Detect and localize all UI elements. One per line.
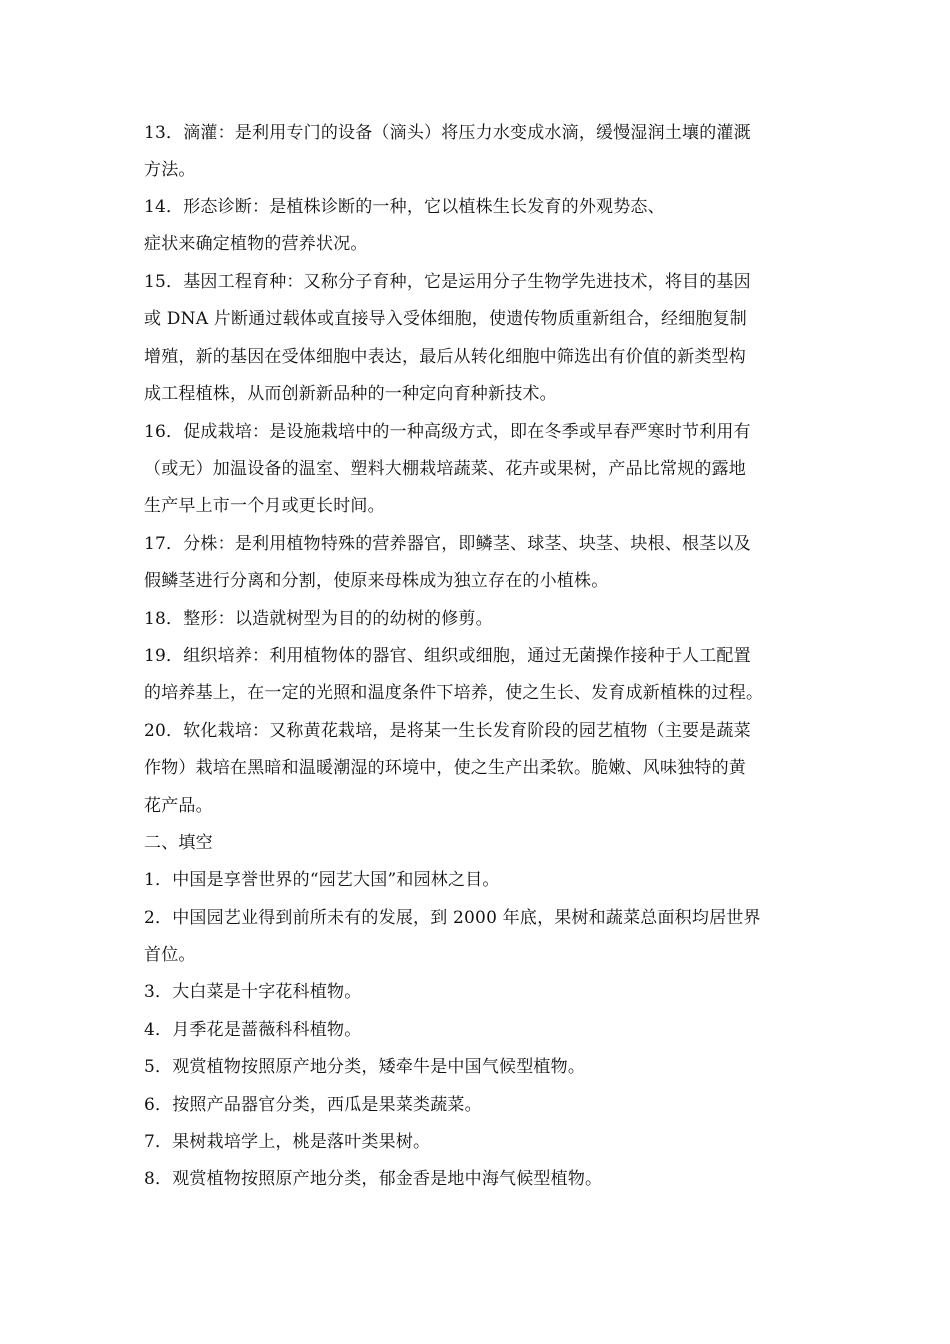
text-line: 1．中国是享誉世界的“园艺大国”和园林之目。	[144, 870, 500, 890]
text-line: 7．果树栽培学上，桃是落叶类果树。	[144, 1132, 431, 1152]
text-line: 8．观赏植物按照原产地分类，郁金香是地中海气候型植物。	[144, 1169, 603, 1189]
text-line: 17．分株：是利用植物特殊的营养器官，即鳞茎、球茎、块茎、块根、根茎以及	[144, 534, 751, 554]
text-line: （或无）加温设备的温室、塑料大棚栽培蔬菜、花卉或果树，产品比常规的露地	[144, 459, 746, 479]
text-line: 3．大白菜是十字花科植物。	[144, 982, 362, 1002]
text-line: 18．整形：以造就树型为目的的幼树的修剪。	[144, 609, 493, 629]
text-line: 方法。	[144, 160, 196, 180]
text-line: 2．中国园艺业得到前所未有的发展，到 2000 年底，果树和蔬菜总面积均居世界	[144, 908, 761, 928]
text-line: 13．滴灌：是利用专门的设备（滴头）将压力水变成水滴，缓慢湿润土壤的灌溉	[144, 123, 751, 143]
text-line: 20．软化栽培：又称黄花栽培，是将某一生长发育阶段的园艺植物（主要是蔬菜	[144, 721, 751, 741]
text-line: 4．月季花是蔷薇科科植物。	[144, 1020, 362, 1040]
text-line: 作物）栽培在黑暗和温暖潮湿的环境中，使之生产出柔软。脆嫩、风味独特的黄	[144, 758, 746, 778]
text-line: 症状来确定植物的营养状况。	[144, 234, 368, 254]
text-line: 的培养基上，在一定的光照和温度条件下培养，使之生长、发育成新植株的过程。	[144, 683, 764, 703]
text-line: 14．形态诊断：是植株诊断的一种，它以植株生长发育的外观势态、	[144, 197, 665, 217]
text-line: 或 DNA 片断通过载体或直接导入受体细胞，使遗传物质重新组合，经细胞复制	[144, 309, 747, 329]
text-line: 16．促成栽培：是设施栽培中的一种高级方式，即在冬季或早春严寒时节利用有	[144, 422, 751, 442]
text-line: 增殖，新的基因在受体细胞中表达，最后从转化细胞中筛选出有价值的新类型构	[144, 347, 746, 367]
text-line: 生产早上市一个月或更长时间。	[144, 496, 385, 516]
text-line: 15．基因工程育种：又称分子育种，它是运用分子生物学先进技术，将目的基因	[144, 272, 751, 292]
text-line: 成工程植株，从而创新新品种的一种定向育种新技术。	[144, 384, 557, 404]
text-line: 首位。	[144, 945, 196, 965]
text-line: 假鳞茎进行分离和分割，使原来母株成为独立存在的小植株。	[144, 571, 609, 591]
section-heading: 二、填空	[144, 833, 213, 853]
text-line: 6．按照产品器官分类，西瓜是果菜类蔬菜。	[144, 1095, 482, 1115]
text-line: 花产品。	[144, 796, 213, 816]
text-line: 5．观赏植物按照原产地分类，矮牵牛是中国气候型植物。	[144, 1057, 586, 1077]
text-line: 19．组织培养：利用植物体的器官、组织或细胞，通过无菌操作接种于人工配置	[144, 646, 751, 666]
